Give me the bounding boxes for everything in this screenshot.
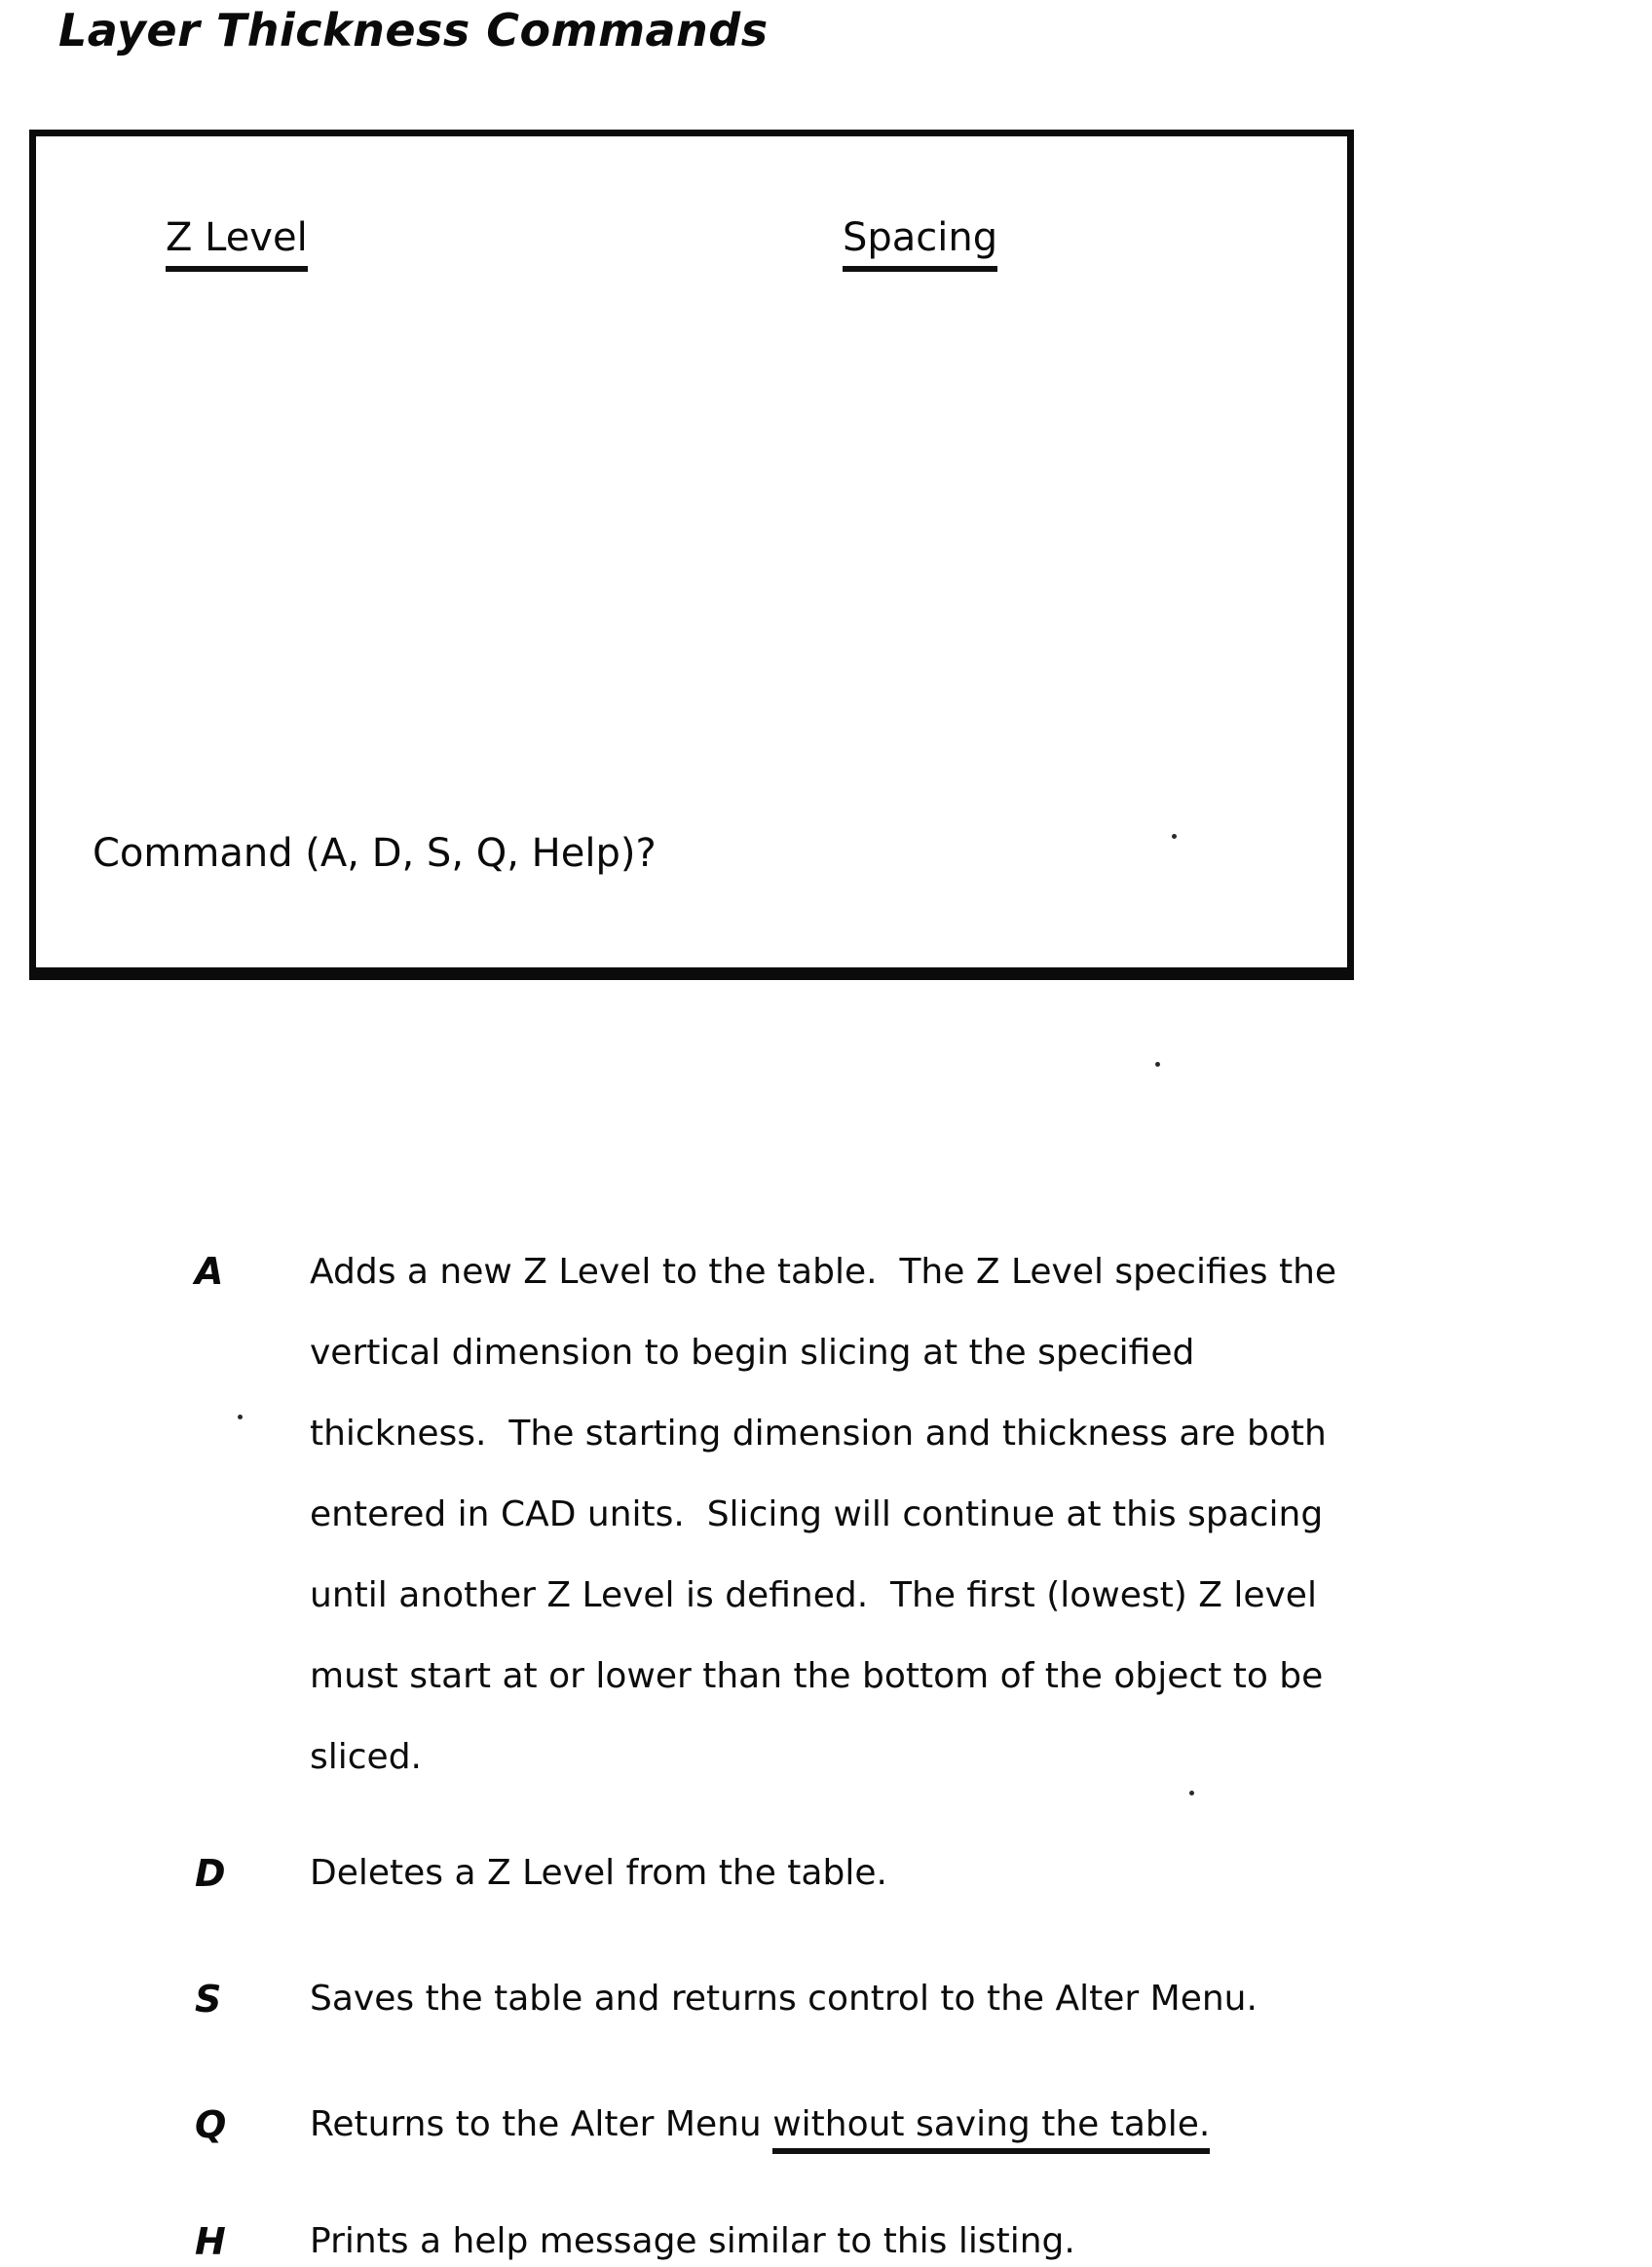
command-item-q <box>195 2100 1210 2149</box>
description-line: must start at or lower than the bottom of the object to be <box>310 1656 1324 1696</box>
description-line: until another Z Level is defined. The first (lowest) Z level <box>310 1575 1317 1615</box>
scan-artifact-dot <box>1189 1791 1194 1795</box>
command-description-d <box>310 1849 887 1898</box>
command-key-d: D <box>195 1852 226 1895</box>
scan-artifact-dot <box>1172 834 1177 839</box>
description-line: vertical dimension to begin slicing at the specified <box>310 1333 1195 1373</box>
command-key-q: Q <box>195 2103 227 2146</box>
command-description-s <box>310 1975 1258 2023</box>
layer-thickness-screen <box>29 130 1354 980</box>
command-item-a <box>195 1231 1336 1797</box>
command-item-d <box>195 1849 887 1898</box>
command-item-s <box>195 1975 1258 2023</box>
description-line: entered in CAD units. Slicing will continue at this spacing <box>310 1494 1324 1534</box>
description-line: sliced. <box>310 1737 422 1777</box>
description-text: Returns to the Alter Menu <box>310 2104 773 2144</box>
description-line: Deletes a Z Level from the table. <box>310 1853 887 1893</box>
description-line: thickness. The starting dimension and thickness are both <box>310 1414 1327 1454</box>
scan-artifact-dot <box>1155 1062 1160 1067</box>
command-key-h: H <box>195 2220 226 2263</box>
description-line <box>310 2100 1210 2149</box>
description-line: Prints a help message similar to this listing. <box>310 2221 1075 2261</box>
command-description-h <box>310 2217 1075 2266</box>
command-prompt: Command (A, D, S, Q, Help)? <box>93 831 657 876</box>
page-title: Layer Thickness Commands <box>58 4 769 57</box>
command-description-a <box>310 1231 1336 1797</box>
description-line: Saves the table and returns control to the Alter Menu. <box>310 1979 1258 2019</box>
command-item-h <box>195 2217 1075 2266</box>
column-header-spacing: Spacing <box>843 214 997 272</box>
scan-artifact-dot <box>238 1415 243 1419</box>
command-description-q <box>310 2100 1210 2149</box>
column-header-z-level: Z Level <box>166 214 308 272</box>
description-line: Adds a new Z Level to the table. The Z Level specifies the <box>310 1252 1337 1292</box>
command-key-s: S <box>195 1978 222 2021</box>
underlined-phrase: without saving the table. <box>772 2104 1210 2154</box>
command-key-a: A <box>195 1250 224 1293</box>
